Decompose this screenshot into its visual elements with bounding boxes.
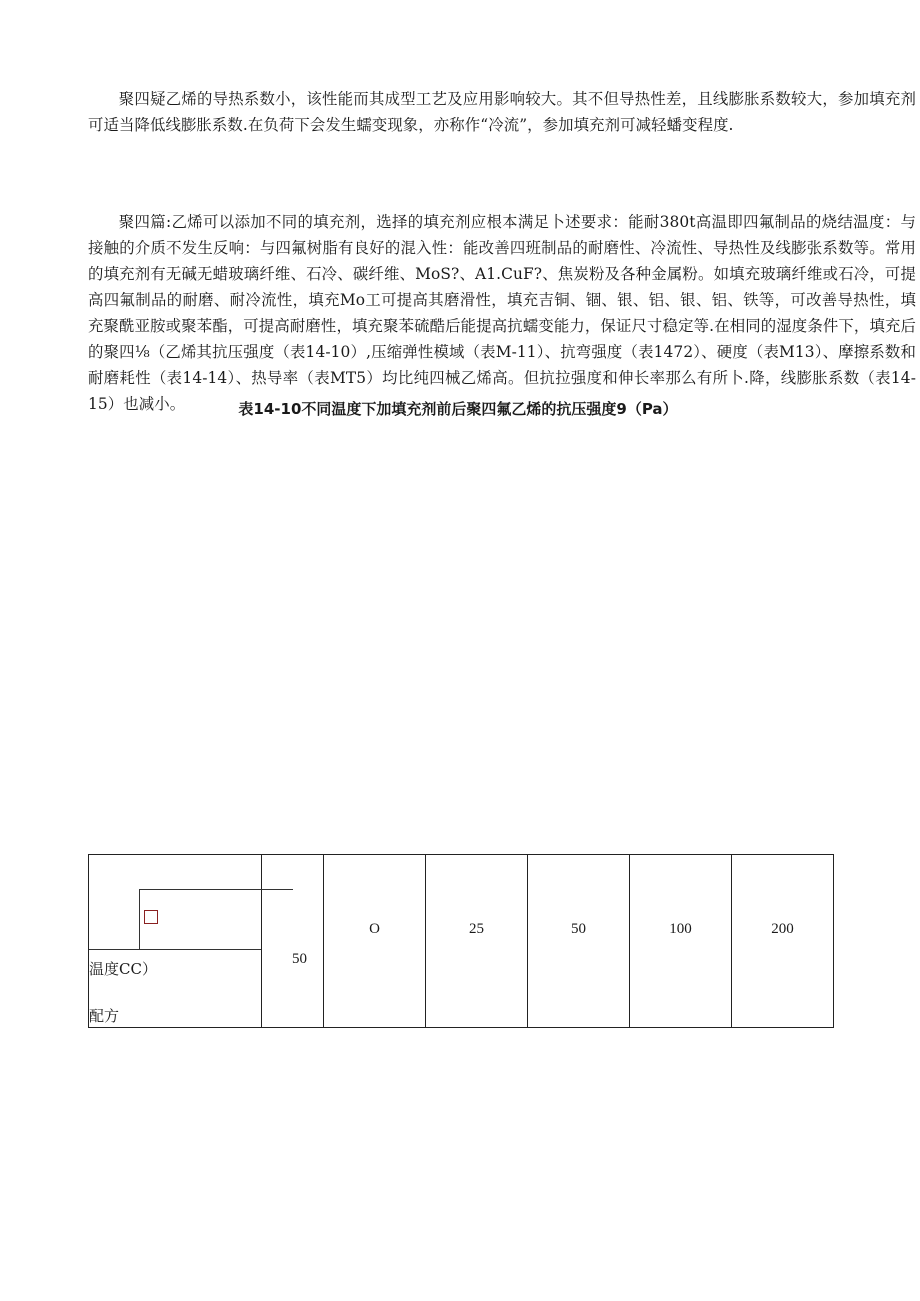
table-corner-cell (89, 855, 262, 1028)
formula-label: 配方 (89, 1007, 120, 1025)
table-cell-temp-100 (630, 855, 732, 1028)
corner-divider-mid (89, 949, 261, 950)
table-cell-temp-0 (324, 855, 426, 1028)
table-cell-temp-50 (528, 855, 630, 1028)
table-caption: 表14-10不同温度下加填充剂前后聚四氟乙烯的抗压强度9（Pa） (238, 400, 678, 418)
cell-value: 50 (571, 921, 586, 937)
table-cell-temp-200 (732, 855, 834, 1028)
data-table (88, 854, 834, 1028)
compressive-strength-table (88, 854, 834, 1028)
square-box-icon (144, 910, 158, 924)
first-value-text: 50 (292, 951, 307, 967)
corner-divider-left (139, 889, 140, 949)
temperature-label: 温度CC） (89, 960, 157, 978)
cell-value: 100 (669, 921, 692, 937)
paragraph-fillers: 聚四篇:乙烯可以添加不同的填充剂，选择的填充剂应根本满足卜述要求：能耐380t高温即四氟制品的烧结温度：与接触的介质不发生反响：与四氟树脂有良好的混入性：能改善四班制品的耐磨性、冷流性、导热性及线膨张系数等。常用的填充剂有无碱无蜡玻璃纤维、石冷、碳纤维、MoS?、A1.CuF?、焦炭粉及各种金属粉。如填充玻璃纤维或石冷，可提高四氟制品的耐磨、耐冷流性，填充Mo工可提高其磨滑性，填充吉铜、锢、银、铝、银、铝、铁等，可改善导热性，填充聚酰亚胺或聚苯酯，可提高耐磨性，填充聚苯硫酷后能提高抗蠕变能力，保证尺寸稳定等.在相同的湿度条件下，填充后的聚四⅛（乙烯其抗压强度（表14-10）,压缩弹性模域（表M-11）、抗弯强度（表1472）、硬度（表M13）、摩擦系数和耐磨耗性（表14-14）、热导率（表MT5）均比纯四械乙烯高。但抗拉强度和伸长率那么有所卜.降，线膨胀系数（表14-15）也减小。 (88, 213, 916, 413)
cell-value: 200 (771, 921, 794, 937)
table-cell-first-value (262, 855, 324, 1028)
paragraph-thermal-conductivity: 聚四疑乙烯的导热系数小，该性能而其成型工艺及应用影响较大。其不但导热性差，且线膨胀系数较大，参加填充剂可适当降低线膨胀系数.在负荷下会发生蠕变现象，亦称作“冷流”，参加填充剂可减轻蟠变程度. (88, 90, 916, 134)
table-row (89, 855, 834, 1028)
table-cell-temp-25 (426, 855, 528, 1028)
cell-value: 25 (469, 921, 484, 937)
cell-value: O (369, 921, 380, 937)
